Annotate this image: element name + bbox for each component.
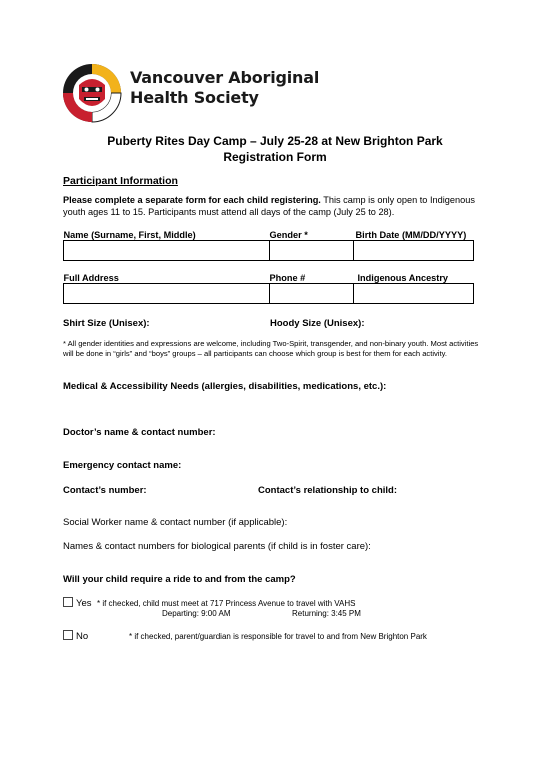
gender-column-header: Gender * — [269, 230, 308, 240]
no-checkbox[interactable] — [63, 630, 73, 640]
participant-address-table — [63, 271, 474, 304]
ride-yes-option[interactable] — [63, 597, 92, 610]
no-label: No — [76, 631, 89, 642]
contact-relationship-label: Contact’s relationship to child: — [258, 485, 397, 496]
address-field[interactable] — [64, 284, 270, 304]
vahs-logo-icon — [62, 63, 122, 123]
birth-date-column-header: Birth Date (MM/DD/YYYY) — [355, 230, 467, 240]
gender-field[interactable] — [270, 241, 354, 261]
name-column-header: Name (Surname, First, Middle) — [63, 230, 196, 240]
intro-text: This camp is only open to Indigenous youth ages 11 to 15. Participants must attend all days of the camp (July 25 to 28). — [63, 195, 475, 217]
returning-time: Returning: 3:45 PM — [292, 609, 361, 618]
hoody-size-label: Hoody Size (Unisex): — [270, 318, 365, 329]
name-field[interactable] — [64, 241, 270, 261]
participant-name-table — [63, 228, 474, 261]
shirt-size-label: Shirt Size (Unisex): — [63, 318, 150, 329]
form-title: Puberty Rites Day Camp – July 25-28 at New Brighton Park — [107, 134, 443, 148]
participant-info-heading: Participant Information — [63, 175, 178, 187]
contact-number-label: Contact’s number: — [63, 485, 147, 496]
yes-label: Yes — [76, 598, 92, 609]
address-column-header: Full Address — [63, 273, 119, 283]
no-note: * if checked, parent/guardian is responsible for travel to and from New Brighton Park — [129, 632, 427, 641]
doctor-label: Doctor’s name & contact number: — [63, 427, 216, 438]
departing-time: Departing: 9:00 AM — [162, 609, 231, 618]
social-worker-label: Social Worker name & contact number (if applicable): — [63, 517, 288, 528]
participant-intro — [63, 194, 485, 218]
medical-needs-label: Medical & Accessibility Needs (allergies, disabilities, medications, etc.): — [63, 381, 387, 392]
yes-checkbox[interactable] — [63, 597, 73, 607]
bio-parents-label: Names & contact numbers for biological parents (if child is in foster care): — [63, 541, 371, 552]
gender-note: * All gender identities and expressions are welcome, including Two-Spirit, transgender, and non-binary youth. Most activities will be done in “girls” and “boys” groups – all participants can choose which group is best for them for each activity. — [63, 339, 479, 358]
intro-bold-text: Please complete a separate form for each child registering. — [63, 195, 321, 205]
form-subtitle: Registration Form — [223, 150, 327, 164]
ancestry-field[interactable] — [354, 284, 474, 304]
ride-no-option[interactable] — [63, 630, 88, 643]
phone-field[interactable] — [270, 284, 354, 304]
emergency-contact-label: Emergency contact name: — [63, 460, 182, 471]
phone-column-header: Phone # — [269, 273, 306, 283]
ancestry-column-header: Indigenous Ancestry — [357, 273, 449, 283]
organization-name: Vancouver Aboriginal Health Society — [130, 68, 320, 107]
ride-question: Will your child require a ride to and from the camp? — [63, 574, 296, 585]
yes-note: * if checked, child must meet at 717 Princess Avenue to travel with VAHS — [97, 599, 356, 608]
birth-date-field[interactable] — [354, 241, 474, 261]
